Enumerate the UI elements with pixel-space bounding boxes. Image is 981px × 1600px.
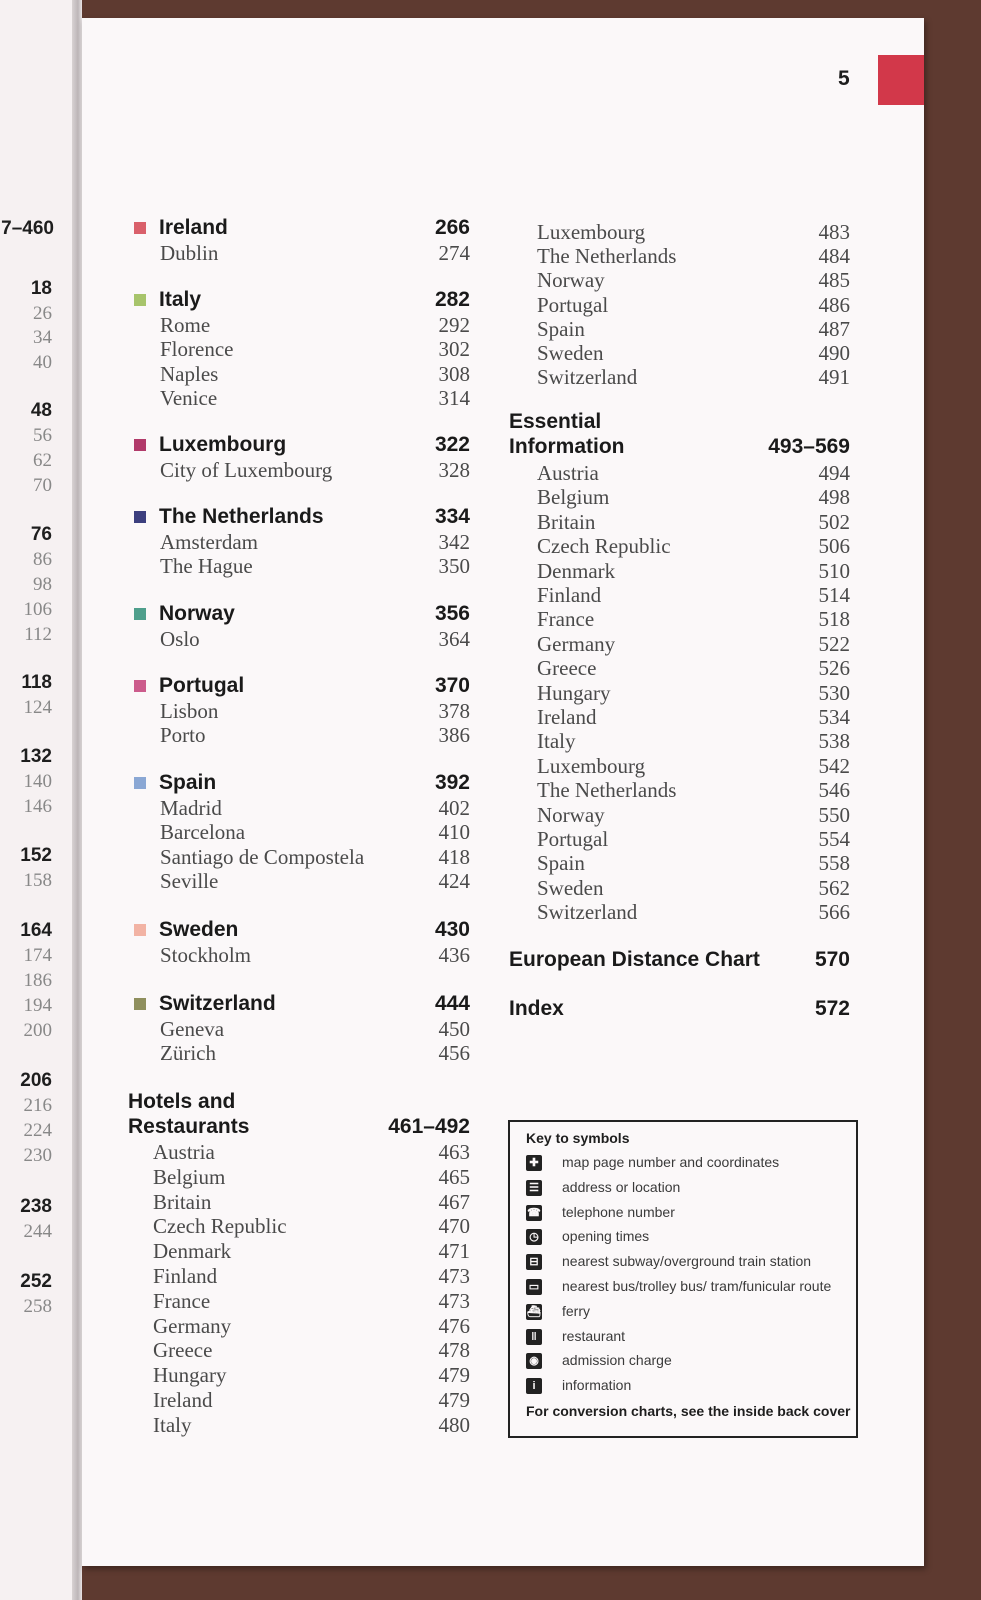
- entry-title: Denmark: [537, 559, 616, 583]
- page-reference: 483: [818, 220, 850, 244]
- page-reference: 562: [818, 876, 850, 900]
- left-page-number: 158: [23, 870, 52, 891]
- section-title: Ireland: [159, 216, 228, 239]
- page-reference: 479: [438, 1388, 470, 1412]
- section-title: Italy: [159, 288, 202, 311]
- page-reference: 378: [438, 699, 470, 723]
- left-page-number: 26: [33, 303, 52, 324]
- page-reference: 314: [438, 386, 470, 410]
- entry-row: [509, 851, 850, 876]
- section-heading-row: [509, 948, 850, 973]
- entry-row: [509, 220, 850, 245]
- page-reference: 480: [438, 1413, 470, 1437]
- left-page-number: 76: [30, 524, 52, 545]
- entry-row: [128, 458, 470, 483]
- entry-title: The Hague: [160, 554, 253, 578]
- entry-title: Hungary: [153, 1363, 227, 1387]
- page-reference: 410: [438, 820, 470, 844]
- entry-row: [128, 869, 470, 894]
- page-tab-marker: [878, 55, 924, 105]
- page-reference: 538: [818, 729, 850, 753]
- entry-row: [509, 534, 850, 559]
- key-footer: For conversion charts, see the inside back cover: [526, 1403, 851, 1419]
- entry-title: Switzerland: [537, 900, 638, 924]
- entry-row: [128, 627, 470, 652]
- section-heading-row: [128, 1115, 470, 1140]
- left-page-number: 112: [24, 624, 52, 645]
- section-title: Restaurants: [128, 1115, 250, 1138]
- entry-row: [509, 461, 850, 486]
- entry-row: [128, 554, 470, 579]
- left-page-number: 174: [23, 945, 52, 966]
- entry-title: Portugal: [537, 293, 609, 317]
- admission-icon: ◉: [526, 1353, 542, 1369]
- entry-title: Amsterdam: [160, 530, 258, 554]
- page-reference: 502: [818, 510, 850, 534]
- entry-row: [128, 723, 470, 748]
- page-reference: 554: [818, 827, 850, 851]
- entry-row: [128, 362, 470, 387]
- page-reference: 572: [814, 997, 850, 1020]
- page-reference: 476: [438, 1314, 470, 1338]
- entry-title: Italy: [153, 1413, 192, 1437]
- entry-row: [128, 1140, 470, 1165]
- country-color-swatch: [134, 511, 146, 523]
- entry-title: Stockholm: [160, 943, 252, 967]
- right-contents-column: [509, 220, 850, 1030]
- train-icon: ⊟: [526, 1254, 542, 1270]
- entry-title: Spain: [537, 851, 585, 875]
- entry-row: [509, 341, 850, 366]
- section-heading-row: [509, 410, 850, 435]
- entry-row: [128, 386, 470, 411]
- page-reference: 518: [818, 607, 850, 631]
- left-page-number: 200: [23, 1020, 52, 1041]
- section-title: European Distance Chart: [509, 948, 760, 971]
- section-heading-row: [128, 992, 470, 1017]
- page-reference: 479: [438, 1363, 470, 1387]
- page-reference: 356: [434, 602, 470, 625]
- key-item-text: restaurant: [562, 1327, 626, 1344]
- country-color-swatch: [134, 998, 146, 1010]
- entry-title: Austria: [153, 1140, 215, 1164]
- page-reference: 392: [434, 771, 470, 794]
- entry-title: France: [153, 1289, 211, 1313]
- entry-title: Greece: [537, 656, 597, 680]
- left-page-number: 230: [23, 1145, 52, 1166]
- entry-title: Czech Republic: [153, 1214, 287, 1238]
- address-icon: ☰: [526, 1180, 542, 1196]
- left-page-number: 56: [33, 425, 52, 446]
- entry-title: City of Luxembourg: [160, 458, 333, 482]
- page-reference: 487: [818, 317, 850, 341]
- page-reference: 467: [438, 1190, 470, 1214]
- page-number: 5: [838, 67, 850, 90]
- page-reference: 463: [438, 1140, 470, 1164]
- section-title: Switzerland: [159, 992, 276, 1015]
- entry-title: Venice: [160, 386, 218, 410]
- left-page-number: 252: [20, 1271, 52, 1292]
- entry-row: [128, 820, 470, 845]
- entry-title: Switzerland: [537, 365, 638, 389]
- page-reference: 308: [438, 362, 470, 386]
- section-heading-row: [128, 918, 470, 943]
- entry-title: The Netherlands: [537, 778, 677, 802]
- page-reference: 370: [434, 674, 470, 697]
- entry-title: Luxembourg: [537, 754, 646, 778]
- page-reference: 282: [434, 288, 470, 311]
- page-reference: 498: [818, 485, 850, 509]
- page-reference: 485: [818, 268, 850, 292]
- page-reference: 570: [814, 948, 850, 971]
- key-item-text: nearest bus/trolley bus/ tram/funicular route: [562, 1278, 832, 1294]
- entry-row: [509, 729, 850, 754]
- entry-row: [509, 632, 850, 657]
- page-reference: 266: [434, 216, 470, 239]
- left-page-number: 62: [33, 450, 52, 471]
- key-item-text: information: [562, 1377, 632, 1394]
- section-heading-row: [128, 674, 470, 699]
- section-heading-row: [128, 216, 470, 241]
- restaurant-icon: ‖: [526, 1329, 542, 1345]
- entry-title: Finland: [153, 1264, 218, 1288]
- left-page-number: 146: [23, 796, 52, 817]
- left-page-number: 194: [23, 995, 52, 1016]
- country-color-swatch: [134, 777, 146, 789]
- page-reference: 334: [434, 505, 470, 528]
- entry-row: [128, 1041, 470, 1066]
- entry-title: Greece: [153, 1338, 213, 1362]
- left-page: [0, 0, 80, 1600]
- page-reference: 418: [438, 845, 470, 869]
- key-item-text: nearest subway/overground train station: [562, 1253, 812, 1270]
- entry-row: [128, 1264, 470, 1289]
- page-reference: 342: [438, 530, 470, 554]
- key-item-text: opening times: [562, 1228, 650, 1245]
- section-heading-row: [128, 505, 470, 530]
- entry-title: Britain: [153, 1190, 212, 1214]
- entry-title: Germany: [153, 1314, 232, 1338]
- section-title: Index: [509, 997, 564, 1020]
- left-page-number: 186: [23, 970, 52, 991]
- page-reference: 510: [818, 559, 850, 583]
- clock-icon: ◷: [526, 1229, 542, 1245]
- entry-title: Ireland: [153, 1388, 213, 1412]
- entry-row: [128, 1338, 470, 1363]
- entry-row: [128, 1165, 470, 1190]
- entry-row: [509, 754, 850, 779]
- section-title: Hotels and: [128, 1090, 236, 1113]
- section-title: Portugal: [159, 674, 245, 697]
- page-reference: 473: [438, 1289, 470, 1313]
- page-reference: 364: [438, 627, 470, 651]
- entry-row: [509, 607, 850, 632]
- entry-row: [128, 845, 470, 870]
- book-spine: [72, 0, 82, 1600]
- page-reference: 322: [434, 433, 470, 456]
- section-title: Spain: [159, 771, 217, 794]
- entry-row: [128, 530, 470, 555]
- section-heading-row: [128, 771, 470, 796]
- entry-row: [128, 241, 470, 266]
- page-reference: 402: [438, 796, 470, 820]
- entry-title: Denmark: [153, 1239, 232, 1263]
- left-page-number: 118: [21, 672, 52, 693]
- page-reference: 514: [818, 583, 850, 607]
- entry-row: [509, 876, 850, 901]
- key-item-text: telephone number: [562, 1203, 675, 1220]
- page-reference: 386: [438, 723, 470, 747]
- left-page-number: 124: [23, 697, 52, 718]
- section-heading-row: [128, 602, 470, 627]
- page-reference: 522: [818, 632, 850, 656]
- entry-title: Dublin: [160, 241, 219, 265]
- entry-row: [509, 510, 850, 535]
- left-page-number: 98: [33, 574, 52, 595]
- left-page-number: 238: [20, 1196, 52, 1217]
- page-reference: 450: [438, 1017, 470, 1041]
- entry-row: [128, 1214, 470, 1239]
- page-reference: 478: [438, 1338, 470, 1362]
- left-page-number: 224: [23, 1120, 52, 1141]
- map-icon: ✚: [526, 1155, 542, 1171]
- left-page-number: 244: [23, 1221, 52, 1242]
- page-reference: 526: [818, 656, 850, 680]
- entry-title: Norway: [537, 268, 605, 292]
- entry-title: Ireland: [537, 705, 597, 729]
- entry-row: [509, 317, 850, 342]
- entry-row: [509, 365, 850, 390]
- entry-row: [128, 1017, 470, 1042]
- entry-title: Austria: [537, 461, 599, 485]
- entry-row: [509, 293, 850, 318]
- left-page-number: 34: [33, 327, 52, 348]
- entry-row: [509, 485, 850, 510]
- left-page-number: 258: [23, 1296, 52, 1317]
- left-page-number: 48: [30, 400, 52, 421]
- entry-row: [509, 705, 850, 730]
- key-to-symbols-box: [508, 1120, 858, 1438]
- entry-row: [128, 1363, 470, 1388]
- page-reference: 550: [818, 803, 850, 827]
- entry-row: [509, 803, 850, 828]
- key-item-text: admission charge: [562, 1352, 672, 1369]
- entry-row: [509, 583, 850, 608]
- page-reference: 494: [818, 461, 850, 485]
- country-color-swatch: [134, 680, 146, 692]
- page-reference: 292: [438, 313, 470, 337]
- entry-row: [128, 1190, 470, 1215]
- page-reference: 558: [818, 851, 850, 875]
- entry-title: Britain: [537, 510, 596, 534]
- section-heading-row: [509, 997, 850, 1022]
- entry-title: Germany: [537, 632, 616, 656]
- entry-row: [509, 681, 850, 706]
- key-item-text: ferry: [562, 1302, 590, 1319]
- page-reference: 566: [818, 900, 850, 924]
- page-reference: 486: [818, 293, 850, 317]
- section-heading-row: [128, 1090, 470, 1115]
- page-reference: 456: [438, 1041, 470, 1065]
- page-reference: 436: [438, 943, 470, 967]
- entry-row: [509, 559, 850, 584]
- entry-row: [509, 827, 850, 852]
- entry-row: [128, 1239, 470, 1264]
- section-heading-row: [128, 433, 470, 458]
- entry-row: [509, 900, 850, 925]
- entry-title: Sweden: [537, 876, 604, 900]
- entry-row: [128, 313, 470, 338]
- entry-title: Florence: [160, 337, 234, 361]
- page-reference: 274: [438, 241, 470, 265]
- entry-title: Sweden: [537, 341, 604, 365]
- country-color-swatch: [134, 608, 146, 620]
- entry-row: [128, 1314, 470, 1339]
- entry-row: [128, 796, 470, 821]
- entry-title: The Netherlands: [537, 244, 677, 268]
- section-heading-row: [509, 435, 850, 460]
- left-page-number: 206: [20, 1070, 52, 1091]
- page-reference: 424: [438, 869, 470, 893]
- key-item-text: address or location: [562, 1178, 681, 1195]
- ferry-icon: ⛴: [527, 1305, 541, 1318]
- bus-icon: ▭: [526, 1279, 542, 1295]
- country-color-swatch: [134, 924, 146, 936]
- entry-title: Czech Republic: [537, 534, 671, 558]
- page-reference: 465: [438, 1165, 470, 1189]
- key-title: Key to symbols: [526, 1130, 630, 1146]
- section-title: Norway: [159, 602, 235, 625]
- section-title: The Netherlands: [159, 505, 324, 528]
- left-contents-column: [128, 216, 470, 1446]
- left-page-number: 70: [33, 475, 52, 496]
- entry-title: Rome: [160, 313, 211, 337]
- entry-row: [509, 656, 850, 681]
- entry-title: Seville: [160, 869, 219, 893]
- page-reference: 484: [818, 244, 850, 268]
- page-reference: 430: [434, 918, 470, 941]
- section-title: Luxembourg: [159, 433, 287, 456]
- left-page-number: 106: [23, 599, 52, 620]
- entry-row: [509, 268, 850, 293]
- entry-title: Madrid: [160, 796, 222, 820]
- section-heading-row: [128, 288, 470, 313]
- entry-row: [509, 244, 850, 269]
- page-reference: 350: [438, 554, 470, 578]
- page-reference: 302: [438, 337, 470, 361]
- entry-row: [128, 943, 470, 968]
- page-reference: 328: [438, 458, 470, 482]
- page-reference: 542: [818, 754, 850, 778]
- entry-row: [128, 1289, 470, 1314]
- entry-title: Geneva: [160, 1017, 225, 1041]
- entry-title: Santiago de Compostela: [160, 845, 365, 869]
- page-reference: 530: [818, 681, 850, 705]
- entry-title: Finland: [537, 583, 602, 607]
- entry-title: France: [537, 607, 595, 631]
- entry-title: Portugal: [537, 827, 609, 851]
- page-reference: 506: [818, 534, 850, 558]
- left-page-number: 216: [23, 1095, 52, 1116]
- information-icon: i: [526, 1378, 542, 1394]
- left-page-number: 7–460: [1, 218, 54, 239]
- page-reference: 470: [438, 1214, 470, 1238]
- page-reference: 491: [818, 365, 850, 389]
- entry-row: [128, 337, 470, 362]
- page-reference: 546: [818, 778, 850, 802]
- entry-title: Norway: [537, 803, 605, 827]
- country-color-swatch: [134, 294, 146, 306]
- country-color-swatch: [134, 222, 146, 234]
- entry-title: Oslo: [160, 627, 200, 651]
- entry-title: Zürich: [160, 1041, 216, 1065]
- country-color-swatch: [134, 439, 146, 451]
- entry-row: [128, 699, 470, 724]
- entry-row: [509, 778, 850, 803]
- entry-title: Porto: [160, 723, 206, 747]
- telephone-icon: ☎: [527, 1206, 541, 1219]
- page-reference: 471: [438, 1239, 470, 1263]
- page-reference: 490: [818, 341, 850, 365]
- left-page-number: 164: [20, 920, 52, 941]
- key-item-text: map page number and coordinates: [562, 1154, 780, 1170]
- entry-title: Luxembourg: [537, 220, 646, 244]
- entry-title: Hungary: [537, 681, 611, 705]
- entry-title: Belgium: [153, 1165, 226, 1189]
- left-page-number: 140: [23, 771, 52, 792]
- left-page-number: 86: [33, 549, 52, 570]
- page-reference: 473: [438, 1264, 470, 1288]
- entry-row: [128, 1388, 470, 1413]
- section-title: Information: [509, 435, 625, 458]
- page-reference: 444: [434, 992, 470, 1015]
- entry-title: Spain: [537, 317, 585, 341]
- left-page-number: 152: [20, 845, 52, 866]
- left-page-number: 18: [30, 278, 52, 299]
- entry-title: Belgium: [537, 485, 610, 509]
- left-page-number: 40: [33, 352, 52, 373]
- section-title: Sweden: [159, 918, 239, 941]
- entry-title: Lisbon: [160, 699, 219, 723]
- entry-title: Italy: [537, 729, 576, 753]
- page-reference: 493–569: [768, 435, 850, 458]
- entry-title: Barcelona: [160, 820, 246, 844]
- page-reference: 461–492: [388, 1115, 470, 1138]
- entry-row: [128, 1413, 470, 1438]
- entry-title: Naples: [160, 362, 219, 386]
- left-page-number: 132: [20, 746, 52, 767]
- section-title: Essential: [509, 410, 602, 433]
- page-reference: 534: [818, 705, 850, 729]
